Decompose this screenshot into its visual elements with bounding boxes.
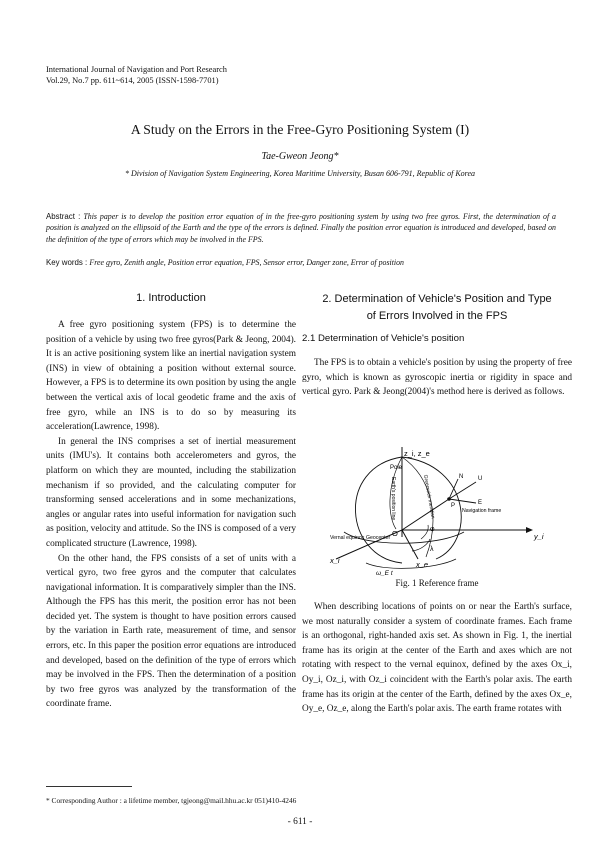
- section-2-heading: [302, 291, 572, 325]
- footnote: * Corresponding Author : a lifetime member, tgjeong@mail.hhu.ac.kr 051)410-4246: [46, 796, 297, 805]
- journal-volume: Vol.29, No.7 pp. 611~614, 2005 (ISSN-1598-7701): [46, 76, 219, 85]
- journal-name: International Journal of Navigation and Port Research: [46, 65, 227, 74]
- right-column-para1: [302, 356, 572, 400]
- page-number: - 611 -: [287, 817, 313, 827]
- lambda-label: λ: [430, 546, 434, 553]
- section-2-heading-line2: of Errors Involved in the FPS: [366, 310, 508, 322]
- paragraph: A free gyro positioning system (FPS) is to determine the position of a vehicle by using two free gyros(Park & Jeong, 2004). It is an active positioning system like an inertial navigation system (INS) in view of obtaining a position without external source. However, a FPS is to determine its own position by using the angle between the vertical axis of local geodetic frame and the axis of free gyro, while an INS is to do so by measuring its acceleration(Lawrence, 1998).: [46, 320, 296, 433]
- phi-label: φ: [430, 526, 435, 533]
- paragraph: When describing locations of points on or near the Earth's surface, we most naturally consider a system of coordinate frames. Each frame is an orthogonal, right-handed axis set. As shown in Fig. 1, the inertial frame has its origin at the center of the Earth and axes which are not rotating with respect to the vernal equinox, defined by the axes Ox_i, Oy_i, Oz_i, with Oz_i coincident with the Earth's polar axis. The earth frame has its origin at the center of the Earth, defined by the axes Ox_e, Oy_e, Oz_e, along the Earth's polar axis. The earth frame rotates with: [302, 602, 572, 715]
- paragraph: The FPS is to obtain a vehicle's position by using the property of free gyro, which is known as gyroscopic inertia or rigidity in space and vertical gyro. Park & Jeong(2004)'s method here is derived as follows.: [302, 358, 572, 398]
- navigation-frame-label: Navigation frame: [462, 508, 502, 514]
- n-label: N: [459, 474, 464, 480]
- figure-caption: Fig. 1 Reference frame: [395, 578, 479, 588]
- position-line-label: Earth's position line: [390, 477, 396, 521]
- yi-label: y_i: [534, 532, 544, 541]
- keywords: [46, 258, 556, 267]
- reference-frame-figure: [326, 447, 556, 577]
- paragraph: On the other hand, the FPS consists of a set of units with a vertical gyro, two free gyros and the computer that calculates navigational information. It is comparatively simpler than the INS. Although the FPS has this merit, the position error has not been decided yet. The system is thought to have position errors caused by the variation in Earth rate, measurement of time, and sensor errors, etc. In this paper the position error equations are introduced and developed, based on the definition of the type of errors which may be involved in the FPS. Then the determination of a position by two free gyros was analyzed by the transformation of the coordinate frame.: [46, 553, 296, 710]
- lower-arc: [366, 559, 456, 568]
- xe-axis: [402, 530, 418, 559]
- geocenter-label: Geocenter: [366, 535, 391, 541]
- u-label: U: [478, 476, 483, 482]
- vernal-equinox-label: Vernal equinox: [330, 535, 365, 541]
- longitude-arc: [412, 539, 430, 551]
- xi-label: x_i: [330, 556, 340, 565]
- y-axis-arrow: [526, 527, 533, 533]
- o-label: O: [392, 529, 398, 538]
- keywords-label: Key words :: [46, 258, 90, 267]
- greenwich-label: Greenwich meridian: [422, 474, 436, 520]
- p-label: P: [451, 503, 456, 509]
- paragraph: In general the INS comprises a set of inertial measurement units (IMU's). It contains both accelerometers and gyros, the platform on which they are mounted, including the stabilization mechanism if so provided, and the calculating computer for transforming sensed accelerations and in some mechanizations, angles or angular rates into useful information for navigation such as position, velocity and attitude. So the INS is composed of a very complicated structure (Lawrence, 1998).: [46, 436, 296, 549]
- author: Tae-Gweon Jeong*: [261, 151, 339, 162]
- z-label: z_i, z_e: [404, 449, 430, 458]
- latitude-arc: [421, 525, 428, 539]
- section-1-heading: 1. Introduction: [136, 292, 206, 304]
- keywords-text: Free gyro, Zenith angle, Position error equation, FPS, Sensor error, Danger zone, Error of position: [89, 258, 405, 267]
- footnote-rule: [46, 786, 132, 787]
- omega-t-label: ω_E t: [376, 570, 393, 577]
- subsection-2-1-heading: 2.1 Determination of Vehicle's position: [302, 333, 465, 344]
- point-p: [447, 497, 451, 501]
- abstract-label: Abstract :: [46, 212, 84, 221]
- section-2-heading-line1: 2. Determination of Vehicle's Position and Type: [322, 293, 552, 305]
- xe-label: x_e: [416, 560, 429, 569]
- paper-title: A Study on the Errors in the Free-Gyro Positioning System (I): [130, 122, 470, 137]
- journal-header: [46, 64, 227, 86]
- abstract: [46, 211, 556, 245]
- affiliation: * Division of Navigation System Engineering, Korea Maritime University, Busan 606-791, Republic of Korea: [124, 169, 476, 178]
- e-label: E: [478, 500, 483, 506]
- right-column-para2: [302, 600, 572, 717]
- position-radius: [402, 499, 449, 530]
- left-column-text: [46, 318, 296, 712]
- pole-label: Pole: [390, 465, 403, 471]
- abstract-text: This paper is to develop the position error equation of in the free-gyro positioning system by using two free gyros. First, the determination of a position is analyzed on the ellipsoid of the Earth and the type of the errors is defined. Finally the position error equation is introduced and developed, based on the definition of the type of errors which may be involved in the FPS.: [46, 212, 556, 244]
